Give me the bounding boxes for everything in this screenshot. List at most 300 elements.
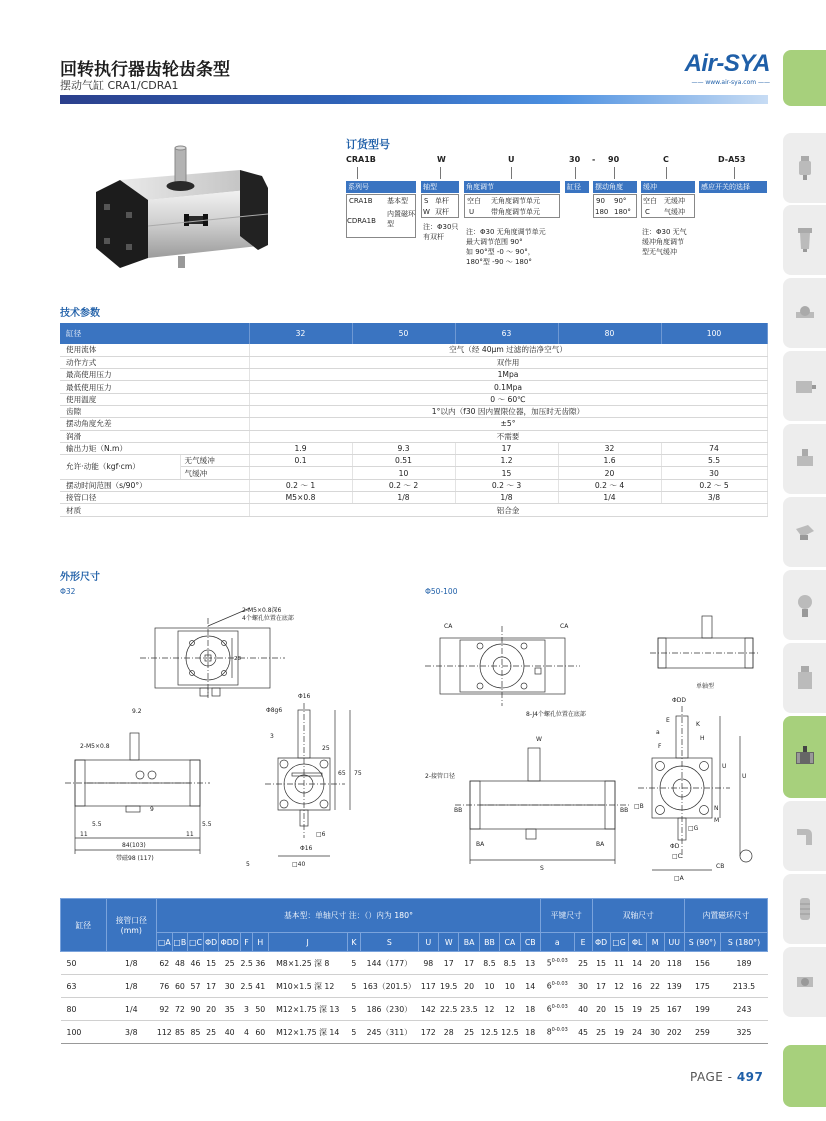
spec-label: 最高使用压力 bbox=[60, 369, 249, 381]
dim-3: 3 bbox=[270, 733, 274, 740]
key-width-value: 6 bbox=[546, 1004, 552, 1014]
dims-cell-d2: 15 bbox=[592, 952, 610, 975]
dims-cell-j: M12×1.75 深 14 bbox=[268, 1021, 347, 1044]
spec-value bbox=[249, 467, 352, 479]
opt-head-angle: 角度调节 bbox=[464, 181, 560, 193]
dims-cell-a bbox=[540, 998, 574, 1021]
page-number-value: 497 bbox=[736, 1070, 764, 1084]
dims-cell-a bbox=[540, 1021, 574, 1044]
dims-cell-h: 50 bbox=[252, 998, 268, 1021]
dims-col: □G bbox=[610, 933, 628, 952]
dims-cell-u: 117 bbox=[418, 975, 438, 998]
spec-value: 1/8 bbox=[455, 492, 558, 504]
drawing-label-phi32: Φ32 bbox=[60, 587, 76, 596]
spec-header: 80 bbox=[558, 323, 661, 344]
dims-cell-ba: 17 bbox=[459, 952, 479, 975]
dims-row bbox=[61, 998, 768, 1021]
note-m5-bottom: 4个螺孔位置在底部 bbox=[242, 615, 294, 622]
spec-value: 0.2 ～ 3 bbox=[455, 479, 558, 491]
dims-col: ΦDD bbox=[219, 933, 241, 952]
spec-value: 20 bbox=[558, 467, 661, 479]
spec-value: 74 bbox=[661, 442, 767, 454]
dims-cell-l: 14 bbox=[628, 952, 646, 975]
shaft-code: S bbox=[424, 197, 429, 205]
code-tick bbox=[666, 167, 667, 179]
dims-body bbox=[61, 952, 768, 1044]
dims-cell-ca: 8.5 bbox=[500, 952, 520, 975]
dims-row bbox=[61, 952, 768, 975]
dims-col: E bbox=[574, 933, 592, 952]
phi50-top-view bbox=[425, 626, 580, 706]
dims-cell-ba: 25 bbox=[459, 1021, 479, 1044]
code-part-cushion: C bbox=[663, 155, 669, 164]
dims-cell-a: 112 bbox=[157, 1021, 173, 1044]
opt-head-shaft: 轴型 bbox=[421, 181, 459, 193]
spec-label: 使用流体 bbox=[60, 344, 249, 356]
dims-cell-g: 11 bbox=[610, 952, 628, 975]
code-part-bore: 30 bbox=[569, 155, 581, 164]
dims-header-magnet: 内置磁环尺寸 bbox=[684, 899, 767, 933]
spec-value: 不需要 bbox=[249, 430, 767, 442]
dim-ca-left: CA bbox=[444, 623, 453, 630]
dim-sq-c: □C bbox=[672, 853, 682, 860]
opt-head-switch: 感应开关的选择 bbox=[699, 181, 767, 193]
dims-header-bore: 缸径 bbox=[61, 899, 107, 952]
spec-label: 最低使用压力 bbox=[60, 381, 249, 393]
code-tick bbox=[440, 167, 441, 179]
dims-cell-j: M12×1.75 深 13 bbox=[268, 998, 347, 1021]
dims-cell-d: 15 bbox=[203, 952, 219, 975]
spec-table bbox=[60, 323, 768, 517]
code-tick bbox=[614, 167, 615, 179]
dim-bb-right: BB bbox=[620, 807, 629, 814]
dims-col: CB bbox=[520, 933, 540, 952]
dims-col: □A bbox=[157, 933, 173, 952]
spec-label: 使用温度 bbox=[60, 393, 249, 405]
key-width-value: 8 bbox=[546, 1027, 552, 1037]
dims-cell-u: 172 bbox=[418, 1021, 438, 1044]
code-tick bbox=[575, 167, 576, 179]
side-tab-regulator[interactable] bbox=[783, 570, 826, 640]
side-tab-filter-1[interactable] bbox=[783, 133, 826, 203]
spec-value: 5.5 bbox=[661, 455, 767, 467]
spec-value: 0.1 bbox=[249, 455, 352, 467]
dims-cell-dd: 35 bbox=[219, 998, 241, 1021]
code-part-dash: - bbox=[592, 155, 596, 164]
dim-s: S bbox=[540, 865, 544, 872]
spec-value: 0.1Mpa bbox=[249, 381, 767, 393]
dim-25: 25 bbox=[322, 745, 330, 752]
spec-row bbox=[60, 393, 767, 405]
dims-col: ΦL bbox=[628, 933, 646, 952]
dims-cell-port: 1/8 bbox=[106, 952, 156, 975]
spec-value: 双作用 bbox=[249, 356, 767, 368]
product-photo bbox=[90, 140, 275, 278]
dim-phidd: ΦDD bbox=[672, 697, 686, 704]
spec-row bbox=[60, 405, 767, 417]
dim-28: 28 bbox=[234, 656, 241, 662]
dims-cell-ca: 12.5 bbox=[500, 1021, 520, 1044]
angle-desc: 无角度调节单元 bbox=[491, 197, 540, 205]
note-m5-depth: 2-M5×0.8深6 bbox=[242, 607, 282, 614]
dim-n: N bbox=[714, 805, 719, 812]
key-width-value: 6 bbox=[546, 981, 552, 991]
dims-cell-cb: 14 bbox=[520, 975, 540, 998]
dims-cell-j: M10×1.5 深 12 bbox=[268, 975, 347, 998]
spec-value: 0.2 ～ 2 bbox=[352, 479, 455, 491]
dims-cell-s: 186（230） bbox=[361, 998, 419, 1021]
dims-col: S bbox=[361, 933, 419, 952]
spec-value: 空气（经 40μm 过滤的洁净空气） bbox=[249, 344, 767, 356]
shaft-desc: 单杆 bbox=[435, 197, 449, 205]
cylinder-icon bbox=[794, 373, 816, 399]
spec-value: 9.3 bbox=[352, 442, 455, 454]
dims-cell-d: 25 bbox=[203, 1021, 219, 1044]
spec-label: 摆动角度允差 bbox=[60, 418, 249, 430]
dims-row bbox=[61, 1021, 768, 1044]
side-tab-elbow[interactable] bbox=[783, 801, 826, 871]
dims-cell-s180: 325 bbox=[720, 1021, 767, 1044]
opt-head-swing: 摆动角度 bbox=[593, 181, 637, 193]
dim-5: 5 bbox=[246, 861, 250, 868]
dims-cell-w: 17 bbox=[439, 952, 459, 975]
angle-note: 如 90°型 -0 ～ 90°， bbox=[466, 248, 535, 256]
regulator-icon bbox=[794, 592, 816, 618]
dims-cell-uu: 139 bbox=[664, 975, 684, 998]
dims-cell-bore: 80 bbox=[61, 998, 107, 1021]
code-tick bbox=[734, 167, 735, 179]
cushion-desc: 气缓冲 bbox=[664, 208, 685, 216]
cushion-note: 注：Φ30 无气 bbox=[642, 228, 687, 236]
spec-value: 0.2 ～ 4 bbox=[558, 479, 661, 491]
note-j4: 8-J4个螺孔位置在底部 bbox=[526, 711, 586, 718]
cushion-note: 缓冲角度调节 bbox=[642, 238, 684, 246]
dims-cell-s90: 175 bbox=[684, 975, 720, 998]
side-tab-gripper[interactable] bbox=[783, 947, 826, 1017]
dim-phi16: Φ16 bbox=[298, 693, 311, 700]
dims-cell-f: 2.5 bbox=[240, 952, 252, 975]
dim-98: 带磁98 (117) bbox=[116, 855, 154, 862]
spec-value: 10 bbox=[352, 467, 455, 479]
shaft-code: W bbox=[423, 208, 430, 216]
drawing-label-phi50-100: Φ50-100 bbox=[425, 587, 458, 596]
header-gradient-bar bbox=[60, 95, 768, 104]
spec-label: 接管口径 bbox=[60, 492, 249, 504]
dims-cell-e: 25 bbox=[574, 952, 592, 975]
filter-icon bbox=[794, 155, 816, 181]
spec-row bbox=[60, 418, 767, 430]
dim-m: M bbox=[714, 817, 720, 824]
dims-col: U bbox=[418, 933, 438, 952]
dim-ca-right: CA bbox=[560, 623, 569, 630]
spec-value: 3/8 bbox=[661, 492, 767, 504]
dims-cell-bb: 8.5 bbox=[479, 952, 499, 975]
opt-head-series: 系列号 bbox=[346, 181, 416, 193]
dims-cell-b: 72 bbox=[172, 998, 188, 1021]
dims-cell-e: 45 bbox=[574, 1021, 592, 1044]
side-tab-valve[interactable] bbox=[783, 424, 826, 494]
dims-cell-a bbox=[540, 975, 574, 998]
dim-75: 75 bbox=[354, 770, 362, 777]
key-width-tolerance: 0-0.03 bbox=[551, 1004, 568, 1011]
dims-cell-d2: 20 bbox=[592, 998, 610, 1021]
dims-cell-k: 5 bbox=[347, 952, 360, 975]
dims-cell-port: 3/8 bbox=[106, 1021, 156, 1044]
spec-header: 100 bbox=[661, 323, 767, 344]
dims-cell-ba: 20 bbox=[459, 975, 479, 998]
dims-cell-b: 60 bbox=[172, 975, 188, 998]
side-tab-actuator[interactable] bbox=[783, 497, 826, 567]
series-code: CDRA1B bbox=[347, 217, 376, 225]
dims-cell-d: 20 bbox=[203, 998, 219, 1021]
spec-label: 齿隙 bbox=[60, 405, 249, 417]
brand-logo bbox=[672, 50, 770, 86]
dim-k: K bbox=[696, 721, 700, 728]
dims-cell-a: 92 bbox=[157, 998, 173, 1021]
spec-sublabel: 无气缓冲 bbox=[180, 455, 249, 467]
dim-phi16-bottom: Φ16 bbox=[300, 845, 313, 852]
dims-cell-a bbox=[540, 952, 574, 975]
key-width-tolerance: 0-0.03 bbox=[551, 981, 568, 988]
page-subtitle: 摆动气缸 CRA1/CDRA1 bbox=[60, 79, 179, 92]
spec-row bbox=[60, 479, 767, 491]
series-desc: 内置磁环型 bbox=[387, 210, 415, 228]
angle-note: 注：Φ30 无角度调节单元 bbox=[466, 228, 546, 236]
single-shaft-view bbox=[650, 616, 760, 668]
side-tab-silencer[interactable] bbox=[783, 874, 826, 944]
spec-row bbox=[60, 442, 767, 454]
side-tab-top[interactable] bbox=[783, 50, 826, 106]
dims-cell-e: 40 bbox=[574, 998, 592, 1021]
dim-phid: ΦD bbox=[670, 843, 680, 850]
note-m5-side: 2-M5×0.8 bbox=[80, 743, 110, 750]
fitting-icon bbox=[794, 300, 816, 326]
spec-header-row bbox=[60, 323, 767, 344]
technical-drawings bbox=[60, 598, 760, 883]
spec-value: 0.2 ～ 5 bbox=[661, 479, 767, 491]
side-tab-fitting[interactable] bbox=[783, 278, 826, 348]
dims-cell-k: 5 bbox=[347, 998, 360, 1021]
dims-cell-cb: 13 bbox=[520, 952, 540, 975]
code-part-angle: U bbox=[508, 155, 515, 164]
dims-col: BA bbox=[459, 933, 479, 952]
series-code: CRA1B bbox=[349, 197, 373, 205]
dims-cell-d2: 25 bbox=[592, 1021, 610, 1044]
dims-cell-m: 22 bbox=[646, 975, 664, 998]
spec-value: M5×0.8 bbox=[249, 492, 352, 504]
dims-col: a bbox=[540, 933, 574, 952]
dims-col: W bbox=[439, 933, 459, 952]
dims-cell-uu: 167 bbox=[664, 998, 684, 1021]
dims-cell-w: 19.5 bbox=[439, 975, 459, 998]
spec-value: 1.6 bbox=[558, 455, 661, 467]
dim-a: a bbox=[656, 729, 660, 736]
spec-row bbox=[60, 344, 767, 356]
code-tick bbox=[357, 167, 358, 179]
spec-label: 允许·动能（kgf·cm） bbox=[60, 455, 180, 480]
side-tab-cylinder[interactable] bbox=[783, 351, 826, 421]
dims-header-key: 平键尺寸 bbox=[540, 899, 592, 933]
side-tab-rotary-active[interactable] bbox=[783, 716, 826, 798]
dims-col: H bbox=[252, 933, 268, 952]
page-prefix: PAGE - bbox=[690, 1070, 737, 1084]
elbow-icon bbox=[794, 823, 816, 849]
dims-cell-bb: 12.5 bbox=[479, 1021, 499, 1044]
dim-sq-a: □A bbox=[674, 875, 684, 882]
dims-cell-l: 19 bbox=[628, 998, 646, 1021]
spec-value: 1Mpa bbox=[249, 369, 767, 381]
dims-cell-cb: 18 bbox=[520, 998, 540, 1021]
order-code-title: 订货型号 bbox=[346, 138, 390, 151]
spec-value: 30 bbox=[661, 467, 767, 479]
dims-cell-uu: 202 bbox=[664, 1021, 684, 1044]
dims-cell-m: 20 bbox=[646, 952, 664, 975]
dims-cell-a: 62 bbox=[157, 952, 173, 975]
side-tab-filter-2[interactable] bbox=[783, 205, 826, 275]
dims-cell-j: M8×1.25 深 8 bbox=[268, 952, 347, 975]
dims-col: F bbox=[240, 933, 252, 952]
dims-col: □B bbox=[172, 933, 188, 952]
phi32-end-view bbox=[265, 703, 350, 856]
swing-desc: 90° bbox=[614, 197, 627, 205]
code-part-switch: D-A53 bbox=[718, 155, 746, 164]
dims-header-basic: 基本型：单轴尺寸 注：（）内为 180° bbox=[157, 899, 541, 933]
dims-cell-b: 48 bbox=[172, 952, 188, 975]
spec-value: 1/4 bbox=[558, 492, 661, 504]
dim-f: F bbox=[658, 743, 662, 750]
dims-cell-h: 36 bbox=[252, 952, 268, 975]
cushion-code: C bbox=[645, 208, 650, 216]
cushion-desc: 无缓冲 bbox=[664, 197, 685, 205]
dims-cell-s180: 243 bbox=[720, 998, 767, 1021]
filter-bowl-icon bbox=[794, 227, 816, 253]
dims-cell-ca: 10 bbox=[500, 975, 520, 998]
dims-cell-a: 76 bbox=[157, 975, 173, 998]
dims-cell-m: 30 bbox=[646, 1021, 664, 1044]
silencer-icon bbox=[794, 896, 816, 922]
lubricator-icon bbox=[794, 665, 816, 691]
dims-cell-s90: 259 bbox=[684, 1021, 720, 1044]
spec-header: 32 bbox=[249, 323, 352, 344]
dim-11-right: 11 bbox=[186, 831, 194, 838]
spec-header: 63 bbox=[455, 323, 558, 344]
note-port: 2-接管口径 bbox=[425, 773, 455, 780]
spec-value: 铝合金 bbox=[249, 504, 767, 516]
dims-col: CA bbox=[500, 933, 520, 952]
spec-row bbox=[60, 492, 767, 504]
spec-row bbox=[60, 455, 767, 467]
dims-col: BB bbox=[479, 933, 499, 952]
dims-header-row-1 bbox=[61, 899, 768, 933]
logo-url: —— www.air-sya.com —— bbox=[691, 79, 770, 86]
dims-col: ΦD bbox=[592, 933, 610, 952]
key-width-tolerance: 0-0.03 bbox=[551, 1027, 568, 1034]
dims-cell-ca: 12 bbox=[500, 998, 520, 1021]
dims-cell-s90: 156 bbox=[684, 952, 720, 975]
dims-row bbox=[61, 975, 768, 998]
dim-9: 9 bbox=[150, 806, 154, 813]
spec-value: 1.9 bbox=[249, 442, 352, 454]
spec-value: 0.2 ～ 1 bbox=[249, 479, 352, 491]
spec-value: 0.51 bbox=[352, 455, 455, 467]
dim-ba-left: BA bbox=[476, 841, 485, 848]
dims-header-double: 双轴尺寸 bbox=[592, 899, 684, 933]
dims-cell-port: 1/4 bbox=[106, 998, 156, 1021]
dims-cell-bb: 12 bbox=[479, 998, 499, 1021]
logo-text: Air-SYA bbox=[684, 50, 770, 77]
dims-cell-s180: 189 bbox=[720, 952, 767, 975]
spec-value: ±5° bbox=[249, 418, 767, 430]
dim-sq40: □40 bbox=[292, 861, 306, 868]
dims-header-port: 接管口径 (mm) bbox=[106, 899, 156, 952]
cushion-note: 型无气缓冲 bbox=[642, 248, 677, 256]
dim-u-right: U bbox=[742, 773, 747, 780]
code-tick bbox=[511, 167, 512, 179]
spec-header: 缸径 bbox=[60, 323, 249, 344]
page-number bbox=[690, 1070, 763, 1084]
dims-cell-u: 142 bbox=[418, 998, 438, 1021]
page-title: 回转执行器齿轮齿条型 bbox=[60, 60, 230, 80]
spec-label: 材质 bbox=[60, 504, 249, 516]
dim-65: 65 bbox=[338, 770, 346, 777]
dims-cell-c: 85 bbox=[188, 1021, 204, 1044]
dims-col: ΦD bbox=[203, 933, 219, 952]
dims-cell-ba: 23.5 bbox=[459, 998, 479, 1021]
angle-note: 最大调节范围 90° bbox=[466, 238, 523, 246]
spec-value: 32 bbox=[558, 442, 661, 454]
dims-col: M bbox=[646, 933, 664, 952]
dims-cell-uu: 118 bbox=[664, 952, 684, 975]
dim-cb: CB bbox=[716, 863, 725, 870]
dim-5-5-left: 5.5 bbox=[92, 821, 102, 828]
dims-cell-g: 19 bbox=[610, 1021, 628, 1044]
dim-phi8: Φ8g6 bbox=[266, 707, 283, 714]
dims-col: J bbox=[268, 933, 347, 952]
spec-value: 15 bbox=[455, 467, 558, 479]
dim-h: H bbox=[700, 735, 705, 742]
dims-cell-k: 5 bbox=[347, 1021, 360, 1044]
dims-cell-d2: 17 bbox=[592, 975, 610, 998]
spec-row bbox=[60, 381, 767, 393]
spec-row bbox=[60, 430, 767, 442]
cushion-code: 空白 bbox=[643, 197, 657, 205]
dims-cell-f: 3 bbox=[240, 998, 252, 1021]
actuator-icon bbox=[794, 519, 816, 545]
side-tab-lubricator[interactable] bbox=[783, 643, 826, 713]
dimensions-section-title: 外形尺寸 bbox=[60, 572, 100, 583]
dims-cell-s180: 213.5 bbox=[720, 975, 767, 998]
dims-cell-dd: 30 bbox=[219, 975, 241, 998]
dims-cell-l: 16 bbox=[628, 975, 646, 998]
dim-w: W bbox=[536, 736, 542, 743]
dims-cell-c: 57 bbox=[188, 975, 204, 998]
dims-cell-cb: 18 bbox=[520, 1021, 540, 1044]
spec-value: 1/8 bbox=[352, 492, 455, 504]
dims-cell-h: 41 bbox=[252, 975, 268, 998]
dims-cell-g: 12 bbox=[610, 975, 628, 998]
dims-cell-h: 60 bbox=[252, 1021, 268, 1044]
spec-value: 1°以内（f30 因内置限位器，加压时无齿隙） bbox=[249, 405, 767, 417]
dim-11-left: 11 bbox=[80, 831, 88, 838]
dims-header-row-2 bbox=[61, 933, 768, 952]
shaft-note: 注：Φ30只有双杆 bbox=[423, 223, 459, 241]
side-tab-bottom[interactable] bbox=[783, 1045, 826, 1107]
angle-desc: 带角度调节单元 bbox=[491, 208, 540, 216]
dim-5-5-right: 5.5 bbox=[202, 821, 212, 828]
spec-row bbox=[60, 356, 767, 368]
dims-cell-f: 2.5 bbox=[240, 975, 252, 998]
label-single-shaft: 单轴型 bbox=[696, 683, 715, 690]
